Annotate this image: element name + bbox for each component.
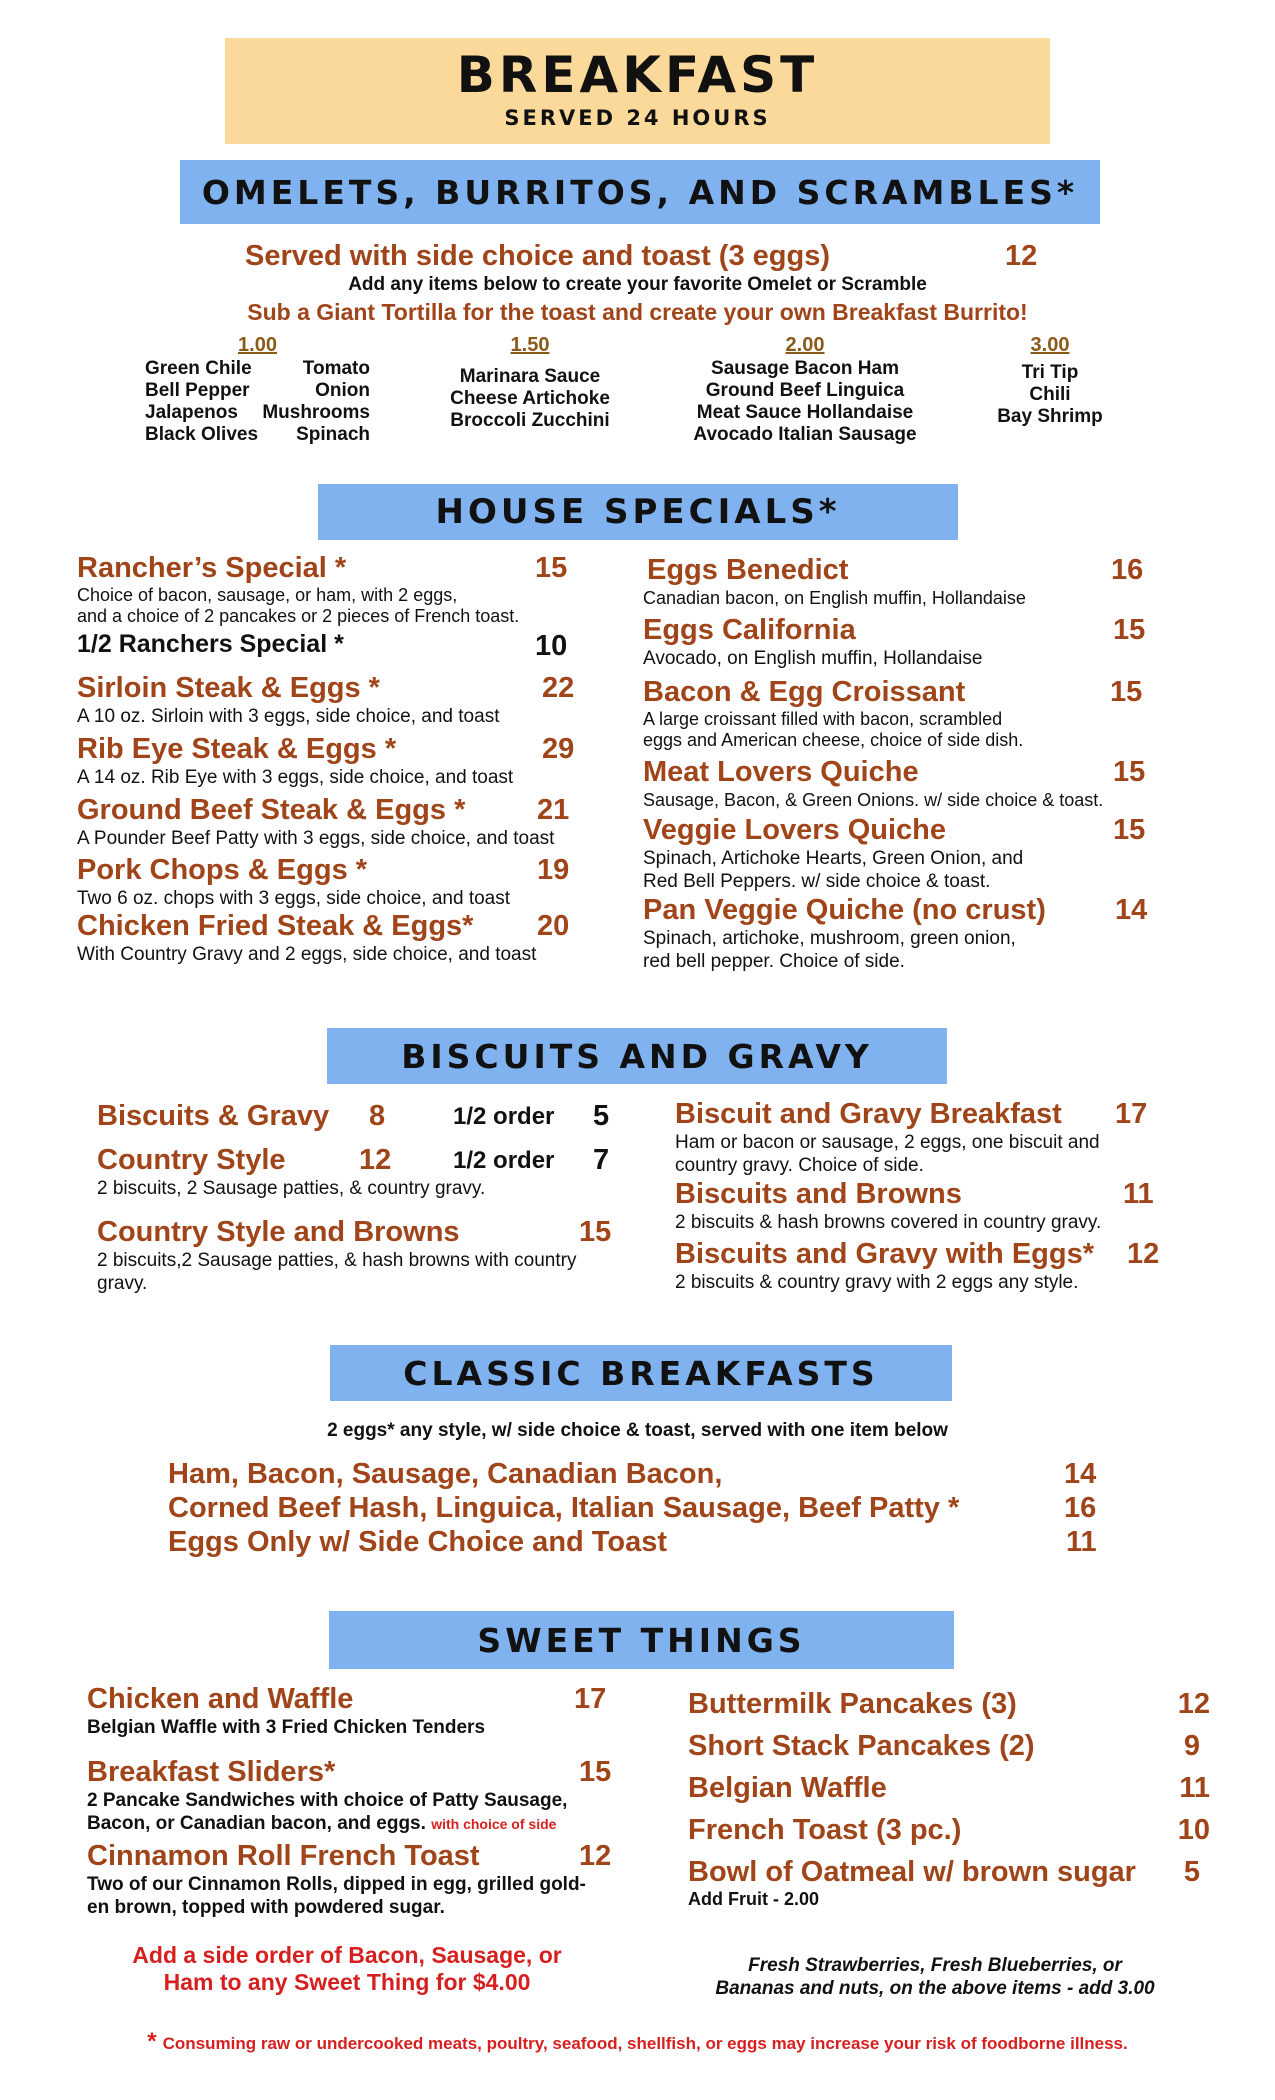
menu-item: Chicken Fried Steak & Eggs* 20 With Country Gravy and 2 eggs, side choice, and toast: [77, 910, 570, 965]
menu-item: Pan Veggie Quiche (no crust) 14 Spinach, artichoke, mushroom, green onion, red bell pepper. Choice of side.: [643, 894, 1148, 972]
house-specials-header: HOUSE SPECIALS*: [318, 484, 958, 540]
menu-item: Country Style 12 1/2 order 7 2 biscuits, 2 Sausage patties, & country gravy.: [97, 1144, 610, 1199]
menu-item: French Toast (3 pc.) 10: [688, 1814, 1210, 1846]
menu-item: Ground Beef Steak & Eggs * 21 A Pounder Beef Patty with 3 eggs, side choice, and toast: [77, 794, 570, 849]
menu-item: Meat Lovers Quiche 15 Sausage, Bacon, & Green Onions. w/ side choice & toast.: [643, 756, 1146, 810]
add-fruit: Add Fruit - 2.00: [688, 1889, 820, 1909]
title-banner: [225, 38, 1050, 144]
menu-item: Biscuit and Gravy Breakfast 17 Ham or bacon or sausage, 2 eggs, one biscuit and country gravy. Choice of side.: [675, 1098, 1148, 1176]
menu-item: Sirloin Steak & Eggs * 22 A 10 oz. Sirloin with 3 eggs, side choice, and toast: [77, 672, 575, 727]
page-title: BREAKFAST: [456, 46, 819, 104]
menu-item: Belgian Waffle 11: [688, 1772, 1210, 1804]
menu-item: Biscuits & Gravy 8 1/2 order 5: [97, 1100, 610, 1132]
menu-item: Buttermilk Pancakes (3) 12: [688, 1688, 1210, 1720]
menu-item: Pork Chops & Eggs * 19 Two 6 oz. chops with 3 eggs, side choice, and toast: [77, 854, 570, 909]
menu-item: Chicken and Waffle 17 Belgian Waffle with 3 Fried Chicken Tenders: [87, 1683, 607, 1738]
sweet-right-list: [688, 1688, 1210, 1911]
classic-header: CLASSIC BREAKFASTS: [330, 1345, 952, 1401]
menu-item: Country Style and Browns 15 2 biscuits,2 Sausage patties, & hash browns with country gravy.: [97, 1216, 612, 1294]
menu-item: Biscuits and Gravy with Eggs* 12 2 biscuits & country gravy with 2 eggs any style.: [675, 1238, 1160, 1293]
omelets-sub-note: Sub a Giant Tortilla for the toast and create your own Breakfast Burrito!: [247, 299, 1028, 325]
menu-item: Breakfast Sliders* 15 2 Pancake Sandwiches with choice of Patty Sausage, Bacon, or Canadian bacon, and eggs. with choice of side: [87, 1756, 612, 1834]
addon-group-2: 1.50 Marinara Sauce Cheese Artichoke Broccoli Zucchini: [450, 334, 610, 431]
side-order-note: Add a side order of Bacon, Sausage, or Ham to any Sweet Thing for $4.00: [132, 1942, 562, 1995]
addon-group-1: 1.00 Green Chile Tomato Bell Pepper Onion Jalapenos Mushrooms Black Olives Spinach: [145, 334, 370, 445]
footer-star: *: [147, 2028, 157, 2055]
menu-item: Bacon & Egg Croissant 15 A large croissant filled with bacon, scrambled eggs and American cheese, choice of side dish.: [643, 676, 1143, 750]
menu-item: Corned Beef Hash, Linguica, Italian Sausage, Beef Patty * 16: [168, 1492, 1097, 1524]
slider-desc: Bacon, or Canadian bacon, and eggs.: [87, 1813, 426, 1834]
menu-item: Eggs California 15 Avocado, on English muffin, Hollandaise: [643, 614, 1146, 669]
footer-text: Consuming raw or undercooked meats, poultry, seafood, shellfish, or eggs may increase your risk of foodborne illness.: [162, 2034, 1128, 2053]
menu-item: Short Stack Pancakes (2) 9: [688, 1730, 1200, 1762]
addon-group-4: 3.00 Tri Tip Chili Bay Shrimp: [997, 334, 1103, 427]
menu-item: Rib Eye Steak & Eggs * 29 A 14 oz. Rib Eye with 3 eggs, side choice, and toast: [77, 733, 575, 788]
classic-note: 2 eggs* any style, w/ side choice & toast, served with one item below: [327, 1420, 948, 1441]
menu-item: Veggie Lovers Quiche 15 Spinach, Artichoke Hearts, Green Onion, and Red Bell Peppers. w/ side choice & toast.: [643, 814, 1146, 892]
menu-item: Rancher’s Special * 15 Choice of bacon, sausage, or ham, with 2 eggs, and a choice of 2 pancakes or 2 pieces of French toast.: [77, 552, 568, 626]
omelets-served: Served with side choice and toast (3 eggs): [245, 240, 830, 272]
omelets-header: OMELETS, BURRITOS, AND SCRAMBLES*: [180, 160, 1100, 224]
menu-item: Bowl of Oatmeal w/ brown sugar 5: [688, 1856, 1200, 1888]
omelets-add-note: Add any items below to create your favorite Omelet or Scramble: [348, 274, 927, 295]
biscuits-header: BISCUITS AND GRAVY: [327, 1028, 947, 1084]
menu-item: Eggs Benedict 16 Canadian bacon, on English muffin, Hollandaise: [643, 554, 1144, 608]
fruit-note: Fresh Strawberries, Fresh Blueberries, or Bananas and nuts, on the above items - add 3.00: [715, 1955, 1155, 1999]
menu-item: 1/2 Ranchers Special * 10: [77, 630, 568, 662]
sweet-header: SWEET THINGS: [329, 1611, 954, 1669]
with-side-note: with choice of side: [431, 1816, 557, 1832]
omelets-served-price: 12: [1005, 240, 1038, 272]
page-subtitle: SERVED 24 HOURS: [504, 106, 771, 130]
menu-item: Cinnamon Roll French Toast 12 Two of our Cinnamon Rolls, dipped in egg, grilled gold- en brown, topped with powdered sugar.: [87, 1840, 612, 1918]
menu-item: Eggs Only w/ Side Choice and Toast 11: [168, 1526, 1097, 1558]
menu-item: Ham, Bacon, Sausage, Canadian Bacon, 14: [168, 1458, 1097, 1490]
menu-item: Biscuits and Browns 11 2 biscuits & hash browns covered in country gravy.: [675, 1178, 1154, 1233]
footer-disclaimer: [0, 2028, 1275, 2056]
addon-group-3: 2.00 Sausage Bacon Ham Ground Beef Linguica Meat Sauce Hollandaise Avocado Italian Sausage: [693, 334, 917, 445]
